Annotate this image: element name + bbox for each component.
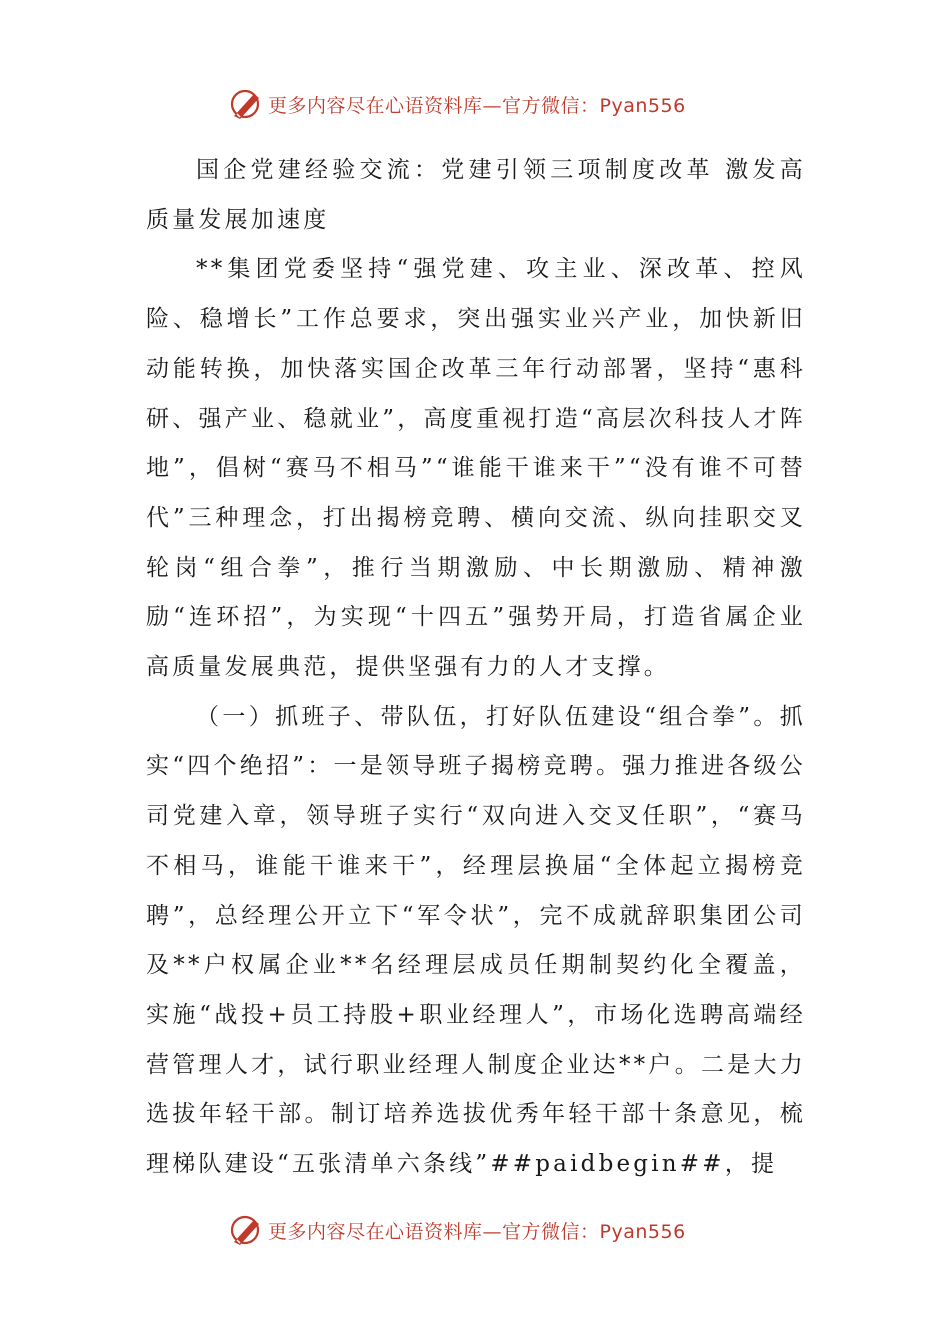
document-body (146, 146, 806, 1190)
paragraph-1: **集团党委坚持“强党建、攻主业、深改革、控风险、稳增长”工作总要求，突出强实业兴产业，加快新旧动能转换，加快落实国企改革三年行动部署，坚持“惠科研、强产业、稳就业”，高度重视打造“高层次科技人才阵地”，倡树“赛马不相马”“谁能干谁来干”“没有谁不可替代”三种理念，打出揭榜竞聘、横向交流、纵向挂职交叉轮岗“组合拳”，推行当期激励、中长期激励、精神激励“连环招”，为实现“十四五”强势开局，打造省属企业高质量发展典范，提供坚强有力的人才支撑。 (146, 256, 806, 681)
watermark-text: 更多内容尽在心语资料库—官方微信：Pyan556 (268, 94, 686, 117)
pen-logo-icon (228, 1212, 264, 1248)
document-title: 国企党建经验交流：党建引领三项制度改革 激发高质量发展加速度 (146, 157, 806, 233)
pen-logo-icon (228, 86, 264, 122)
watermark-banner-top (228, 84, 748, 124)
watermark-text: 更多内容尽在心语资料库—官方微信：Pyan556 (268, 1220, 686, 1243)
watermark-banner-bottom (228, 1210, 748, 1250)
paragraph-2: （一）抓班子、带队伍，打好队伍建设“组合拳”。抓实“四个绝招”：一是领导班子揭榜竞聘。强力推进各级公司党建入章，领导班子实行“双向进入交叉任职”，“赛马不相马，谁能干谁来干”，经理层换届“全体起立揭榜竞聘”，总经理公开立下“军令状”，完不成就辞职集团公司及**户权属企业**名经理层成员任期制契约化全覆盖，实施“战投+员工持股+职业经理人”，市场化选聘高端经营管理人才，试行职业经理人制度企业达**户。二是大力选拔年轻干部。制订培养选拔优秀年轻干部十条意见，梳理梯队建设“五张清单六条线”##paidbegin##，提 (146, 703, 806, 1178)
